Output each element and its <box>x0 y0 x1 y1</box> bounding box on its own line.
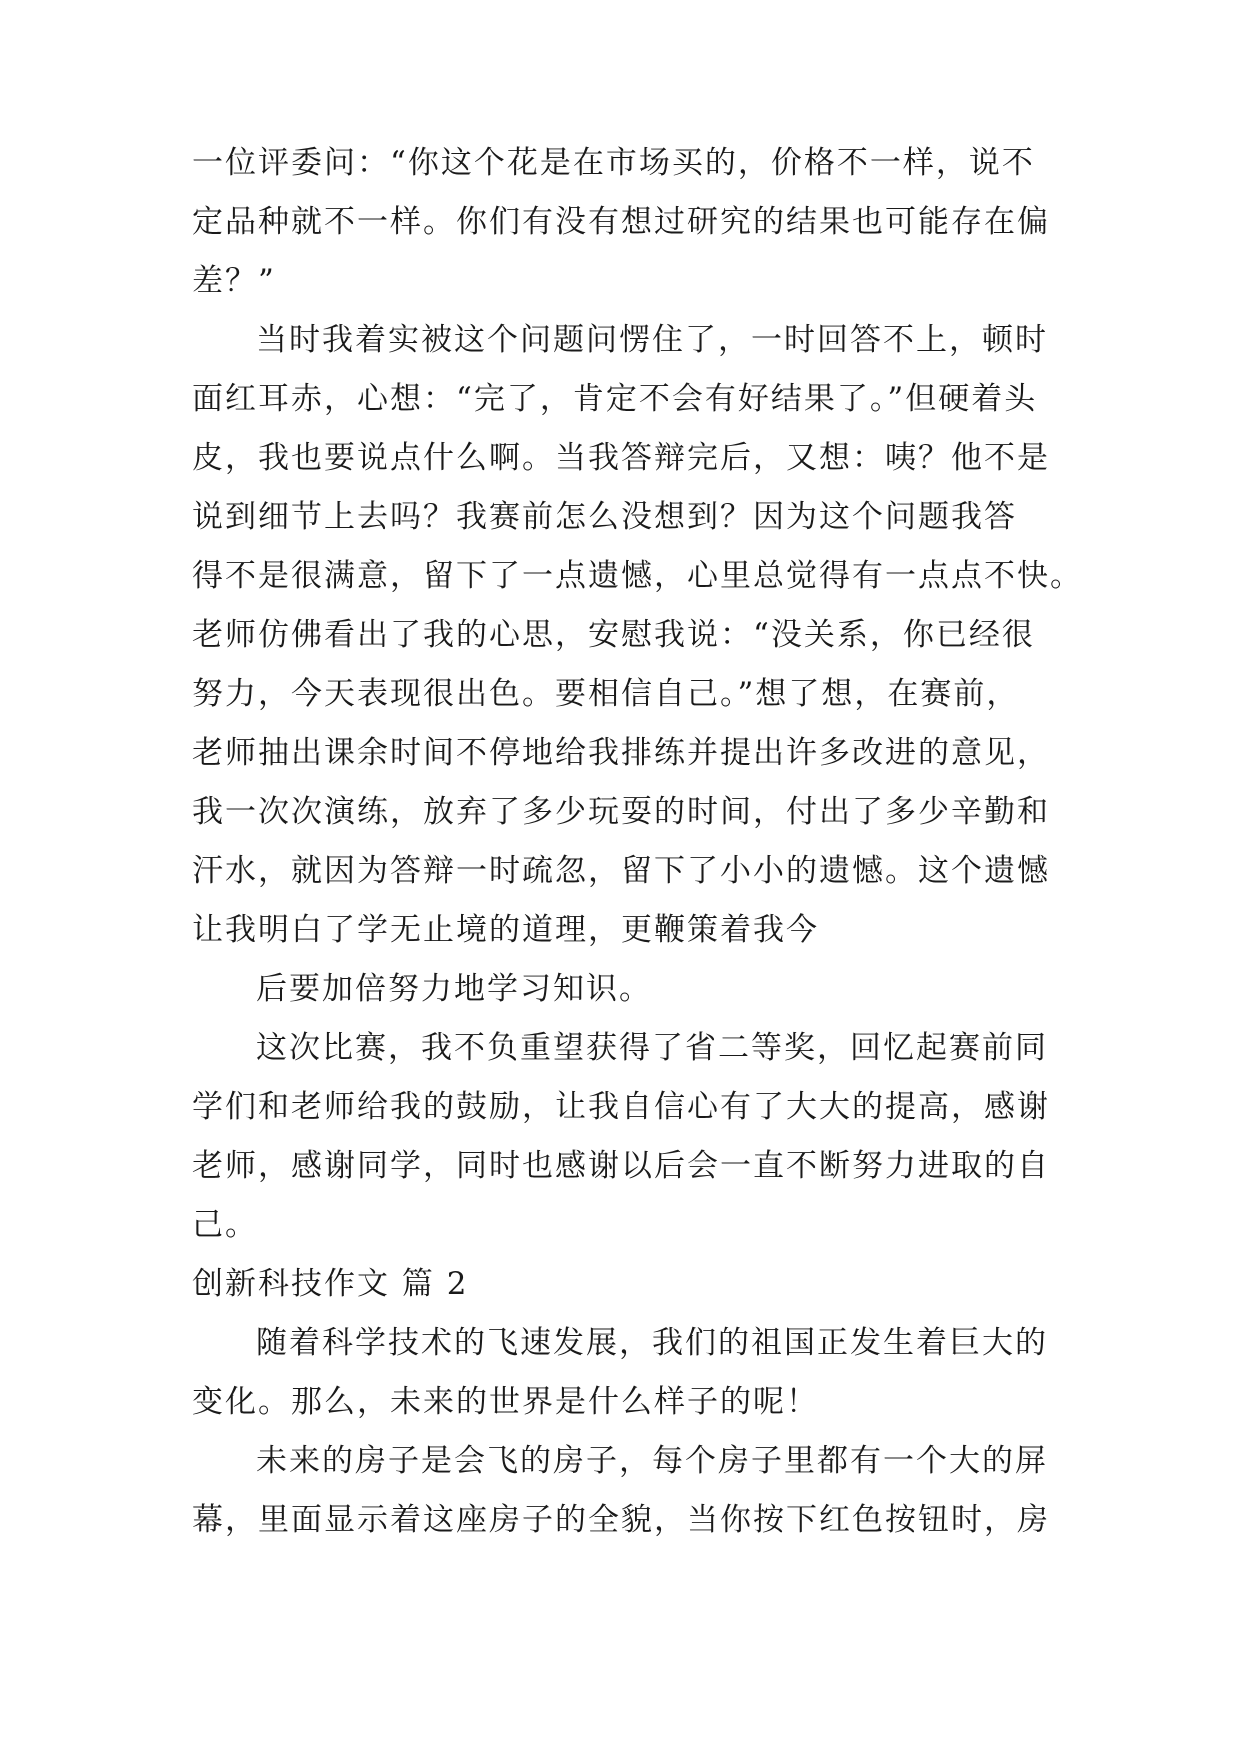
text-line: 老师仿佛看出了我的心思，安慰我说：“没关系，你已经很 <box>192 617 1035 653</box>
text-line: 得不是很满意，留下了一点遗憾，心里总觉得有一点点不快。 <box>192 558 1083 594</box>
text-line: 皮，我也要说点什么啊。当我答辩完后，又想：咦？他不是 <box>192 440 1050 476</box>
text-line: 学们和老师给我的鼓励，让我自信心有了大大的提高，感谢 <box>192 1089 1050 1125</box>
text-line: 幕，里面显示着这座房子的全貌，当你按下红色按钮时，房 <box>192 1502 1050 1538</box>
text-line: 汗水，就因为答辩一时疏忽，留下了小小的遗憾。这个遗憾 <box>192 853 1050 889</box>
text-line: 让我明白了学无止境的道理，更鞭策着我今 <box>192 912 819 948</box>
paragraph-start-line: 这次比赛，我不负重望获得了省二等奖，回忆起赛前同 <box>256 1030 1048 1066</box>
text-line: 差？” <box>192 263 276 299</box>
paragraph-start-line: 当时我着实被这个问题问愣住了，一时回答不上，顿时 <box>256 322 1048 358</box>
text-line: 一位评委问：“你这个花是在市场买的，价格不一样，说不 <box>192 145 1035 181</box>
text-line: 我一次次演练，放弃了多少玩耍的时间，付出了多少辛勤和 <box>192 794 1050 830</box>
text-line: 老师，感谢同学，同时也感谢以后会一直不断努力进取的自 <box>192 1148 1050 1184</box>
text-line: 己。 <box>192 1207 258 1243</box>
text-line: 定品种就不一样。你们有没有想过研究的结果也可能存在偏 <box>192 204 1050 240</box>
paragraph-start-line: 未来的房子是会飞的房子，每个房子里都有一个大的屏 <box>256 1443 1048 1479</box>
section-heading: 创新科技作文 篇 2 <box>192 1266 469 1302</box>
paragraph-start-line: 随着科学技术的飞速发展，我们的祖国正发生着巨大的 <box>256 1325 1048 1361</box>
text-line: 努力，今天表现很出色。要相信自己。”想了想，在赛前， <box>192 676 1020 712</box>
text-line: 说到细节上去吗？我赛前怎么没想到？因为这个问题我答 <box>192 499 1017 535</box>
text-line: 老师抽出课余时间不停地给我排练并提出许多改进的意见， <box>192 735 1050 771</box>
text-line: 变化。那么，未来的世界是什么样子的呢！ <box>192 1384 819 1420</box>
paragraph-start-line: 后要加倍努力地学习知识。 <box>256 971 652 1007</box>
text-line: 面红耳赤，心想：“完了，肯定不会有好结果了。”但硬着头 <box>192 381 1038 417</box>
